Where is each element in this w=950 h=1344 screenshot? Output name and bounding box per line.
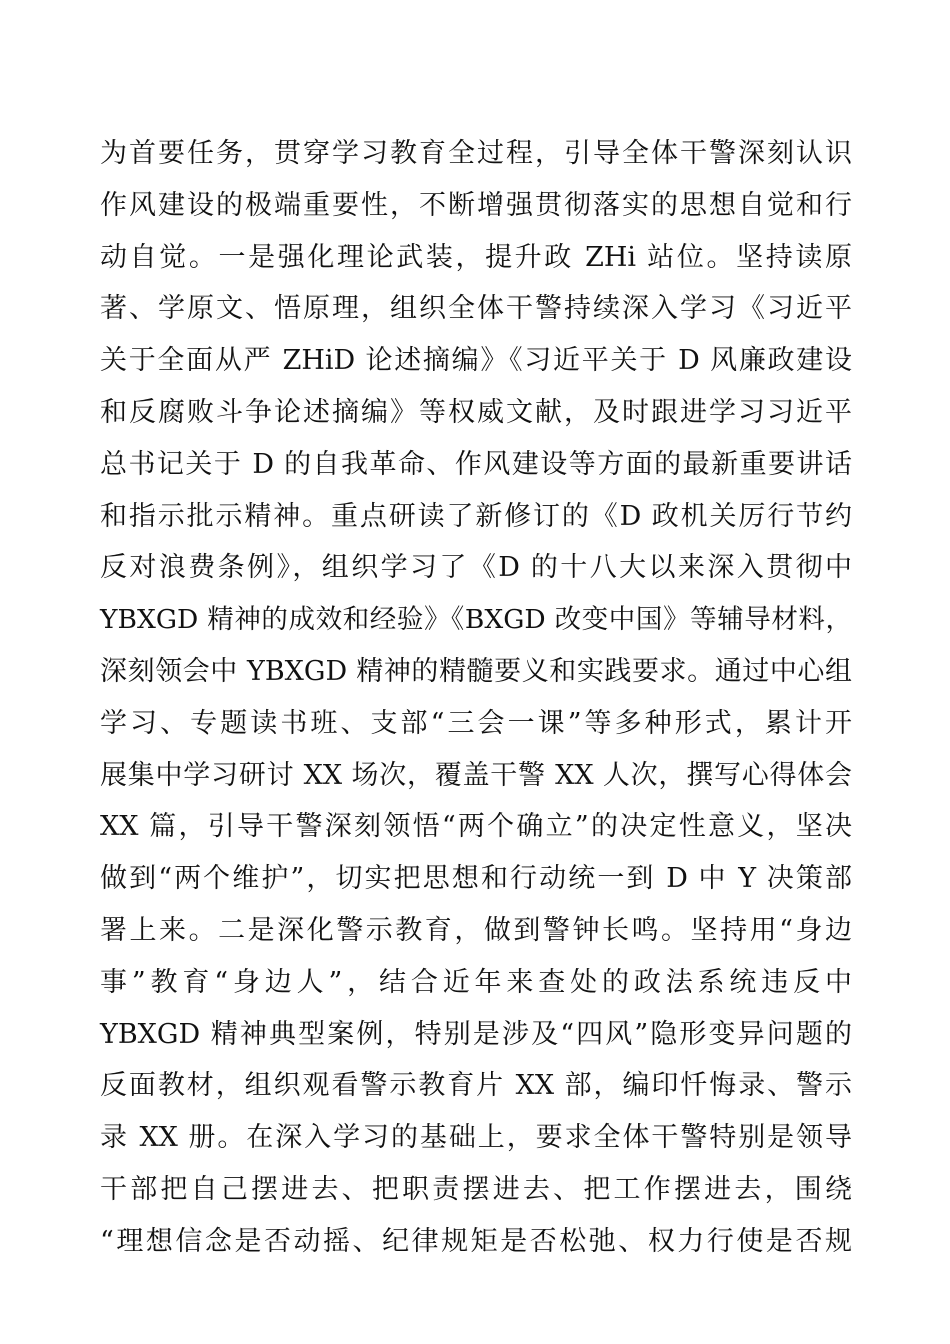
- text-line: 和指示批示精神。重点研读了新修订的《D 政机关厉行节约: [100, 500, 852, 532]
- text-line: 关于全面从严 ZHiD 论述摘编》《习近平关于 D 风廉政建设: [100, 345, 852, 377]
- body-text: [100, 128, 852, 1268]
- text-line: “理想信念是否动摇、纪律规矩是否松弛、权力行使是否规: [100, 1225, 852, 1257]
- text-line: 署上来。二是深化警示教育，做到警钟长鸣。坚持用“身边: [100, 914, 852, 946]
- text-line: 录 XX 册。在深入学习的基础上，要求全体干警特别是领导: [100, 1122, 852, 1154]
- text-line: 和反腐败斗争论述摘编》等权威文献，及时跟进学习习近平: [100, 396, 852, 428]
- text-line: 作风建设的极端重要性，不断增强贯彻落实的思想自觉和行: [100, 189, 852, 221]
- text-line: 事”教育“身边人”，结合近年来查处的政法系统违反中: [100, 966, 852, 998]
- text-line: XX 篇，引导干警深刻领悟“两个确立”的决定性意义，坚决: [100, 811, 852, 843]
- text-line: YBXGD 精神典型案例，特别是涉及“四风”隐形变异问题的: [100, 1018, 852, 1050]
- text-line: 动自觉。一是强化理论武装，提升政 ZHi 站位。坚持读原: [100, 241, 852, 273]
- text-line: 反面教材，组织观看警示教育片 XX 部，编印忏悔录、警示: [100, 1070, 852, 1102]
- text-line: 著、学原文、悟原理，组织全体干警持续深入学习《习近平: [100, 293, 852, 325]
- text-line: 学习、专题读书班、支部“三会一课”等多种形式，累计开: [100, 707, 852, 739]
- text-line: YBXGD 精神的成效和经验》《BXGD 改变中国》等辅导材料，: [100, 604, 852, 636]
- text-line: 为首要任务，贯穿学习教育全过程，引导全体干警深刻认识: [100, 138, 852, 169]
- text-line: 做到“两个维护”，切实把思想和行动统一到 D 中 Y 决策部: [100, 863, 852, 895]
- text-line: 总书记关于 D 的自我革命、作风建设等方面的最新重要讲话: [100, 448, 852, 480]
- text-line: 展集中学习研讨 XX 场次，覆盖干警 XX 人次，撰写心得体会: [100, 759, 852, 791]
- text-line: 深刻领会中 YBXGD 精神的精髓要义和实践要求。通过中心组: [100, 655, 852, 687]
- text-line: 反对浪费条例》，组织学习了《D 的十八大以来深入贯彻中: [100, 552, 852, 584]
- text-line: 干部把自己摆进去、把职责摆进去、把工作摆进去，围绕: [100, 1173, 852, 1205]
